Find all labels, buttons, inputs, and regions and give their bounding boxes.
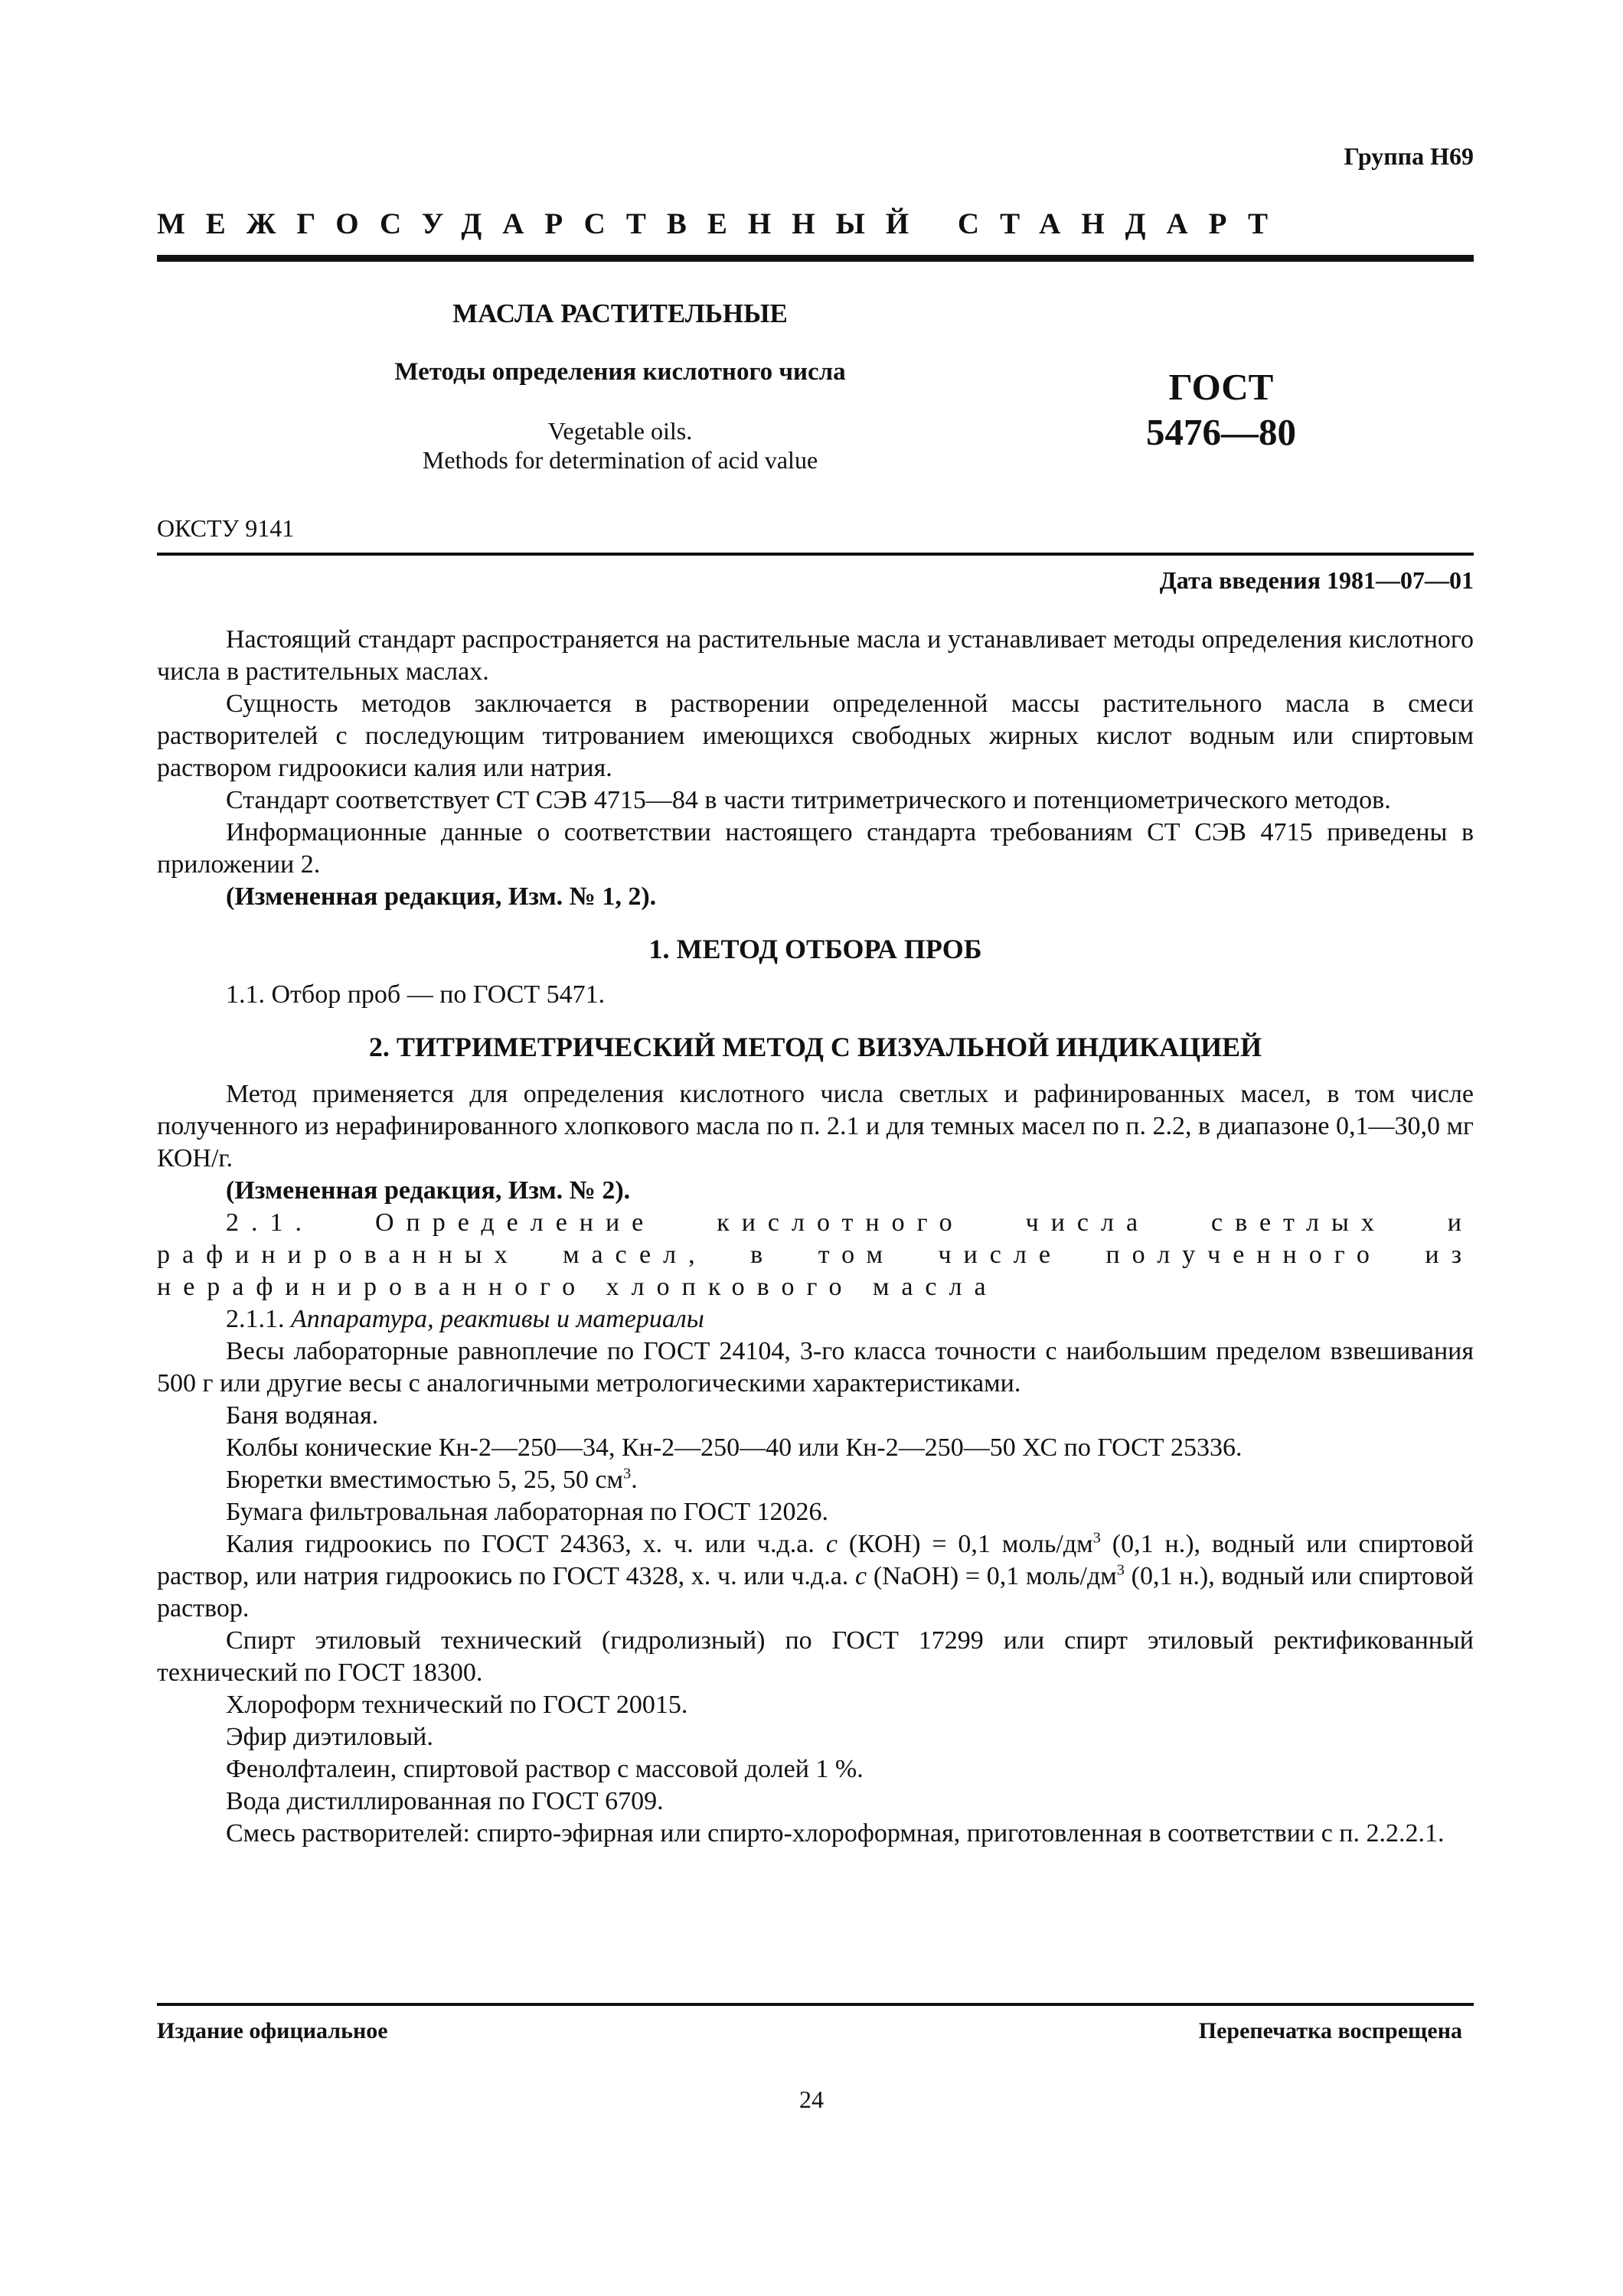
page-number: 24 — [799, 2086, 824, 2113]
item-flasks: Колбы конические Кн-2—250—34, Кн-2—250—40 или Кн-2—250—50 ХС по ГОСТ 25336. — [226, 1433, 1243, 1462]
item-hydroxide-sup-2: 3 — [1116, 1561, 1125, 1579]
clause-2-1-1 — [157, 1303, 1474, 1336]
reprint-prohibited-label: Перепечатка воспрещена — [1198, 2018, 1462, 2043]
section-1-heading: 1. МЕТОД ОТБОРА ПРОБ — [648, 934, 982, 964]
introduction-date: Дата введения 1981—07—01 — [1159, 566, 1474, 594]
amendment-note-2: (Измененная редакция, Изм. № 2). — [226, 1176, 631, 1205]
item-chloroform: Хлороформ технический по ГОСТ 20015. — [226, 1691, 688, 1719]
clause-2-1-heading: 2.1. Определение кислотного числа светлых и рафинированных масел, в том числе полученного из нерафинированного хлопкового масла — [157, 1208, 1474, 1301]
item-hydroxide-part-d: (0,1 н.), водный или спиртовой раствор, или натрия гидроокись по ГОСТ 4328, х. ч. или ч.д.а. — [157, 1530, 1474, 1590]
item-burettes-text: Бюретки вместимостью 5, 25, 50 см — [226, 1466, 623, 1494]
paragraph-information: Информационные данные о соответствии настоящего стандарта требованиям СТ СЭВ 4715 приведены в приложении 2. — [157, 818, 1474, 879]
item-scales: Весы лабораторные равноплечие по ГОСТ 24104, 3-го класса точности с наибольшим пределом взвешивания 500 г или другие весы с аналогичными метрологическими характеристиками. — [157, 1337, 1474, 1397]
gost-label: ГОСТ — [1168, 366, 1274, 408]
english-title-line-2: Methods for determination of acid value — [422, 446, 818, 474]
document-body — [157, 624, 1474, 1850]
item-solvent-mixture: Смесь растворителей: спирто-эфирная или спирто-хлороформная, приготовленная в соответствии с п. 2.2.2.1. — [226, 1819, 1445, 1848]
official-edition-label: Издание официальное — [157, 2018, 388, 2043]
paragraph-essence: Сущность методов заключается в растворении определенной массы растительного масла в смеси растворителей с последующим титрованием имеющихся свободных жирных кислот водным или спиртовым раствором гидроокиси калия или натрия. — [157, 690, 1474, 782]
okstu-code: ОКСТУ 9141 — [157, 514, 295, 542]
item-phenolphthalein: Фенолфталеин, спиртовой раствор с массовой долей 1 %. — [226, 1755, 864, 1783]
paragraph-scope: Настоящий стандарт распространяется на растительные масла и устанавливает методы определения кислотного числа в растительных маслах. — [157, 625, 1474, 686]
footer-rule — [157, 2003, 1474, 2006]
interstate-standard-heading: МЕЖГОСУДАРСТВЕННЫЙ СТАНДАРТ — [157, 207, 1288, 240]
clause-2-1-1-title: Аппаратура, реактивы и материалы — [291, 1305, 704, 1333]
item-burettes-superscript: 3 — [622, 1465, 632, 1482]
group-code: Группа Н69 — [1344, 142, 1474, 170]
paragraph-compliance: Стандарт соответствует СТ СЭВ 4715—84 в части титриметрического и потенциометрического методов. — [226, 786, 1391, 814]
okstu-rule — [157, 553, 1474, 556]
document-subtitle: Методы определения кислотного числа — [394, 358, 846, 386]
gost-number: 5476—80 — [1146, 411, 1296, 453]
item-water-bath: Баня водяная. — [226, 1401, 379, 1430]
item-hydroxide-part-f: (0,1 н.), водный или спиртовой раствор. — [157, 1562, 1474, 1623]
section-2-intro: Метод применяется для определения кислотного числа светлых и рафинированных масел, в том числе полученного из нерафинированного хлопкового масла по п. 2.1 и для темных масел по п. 2.2, в диапазоне 0,1—30,0 мг КОН/г. — [157, 1080, 1474, 1172]
item-burettes-end: . — [631, 1466, 638, 1494]
header-rule — [157, 255, 1474, 262]
item-hydroxide-c-2: c — [855, 1562, 867, 1590]
item-burettes — [157, 1464, 1474, 1496]
clause-1-1: 1.1. Отбор проб — по ГОСТ 5471. — [226, 980, 606, 1009]
item-distilled-water: Вода дистиллированная по ГОСТ 6709. — [226, 1787, 664, 1815]
english-title-line-1: Vegetable oils. — [547, 417, 693, 445]
document-title: МАСЛА РАСТИТЕЛЬНЫЕ — [452, 298, 788, 328]
item-filter-paper: Бумага фильтровальная лабораторная по ГОСТ 12026. — [226, 1498, 829, 1526]
item-ether: Эфир диэтиловый. — [226, 1723, 433, 1751]
item-hydroxide — [157, 1528, 1474, 1625]
item-hydroxide-part-b: (КОН) = 0,1 моль/дм — [848, 1530, 1093, 1558]
section-2-heading: 2. ТИТРИМЕТРИЧЕСКИЙ МЕТОД С ВИЗУАЛЬНОЙ ИНДИКАЦИЕЙ — [368, 1032, 1262, 1062]
item-hydroxide-part-a: Калия гидроокись по ГОСТ 24363, х. ч. или ч.д.а. — [226, 1530, 815, 1558]
item-hydroxide-c: c — [825, 1530, 838, 1558]
item-hydroxide-sup-1: 3 — [1092, 1529, 1101, 1547]
amendment-note-1: (Измененная редакция, Изм. № 1, 2). — [226, 882, 657, 911]
item-ethanol: Спирт этиловый технический (гидролизный) по ГОСТ 17299 или спирт этиловый ректификованный технический по ГОСТ 18300. — [157, 1626, 1474, 1687]
clause-2-1-1-number: 2.1.1. — [226, 1305, 285, 1333]
item-hydroxide-part-e: (NaOH) = 0,1 моль/дм — [873, 1562, 1117, 1590]
